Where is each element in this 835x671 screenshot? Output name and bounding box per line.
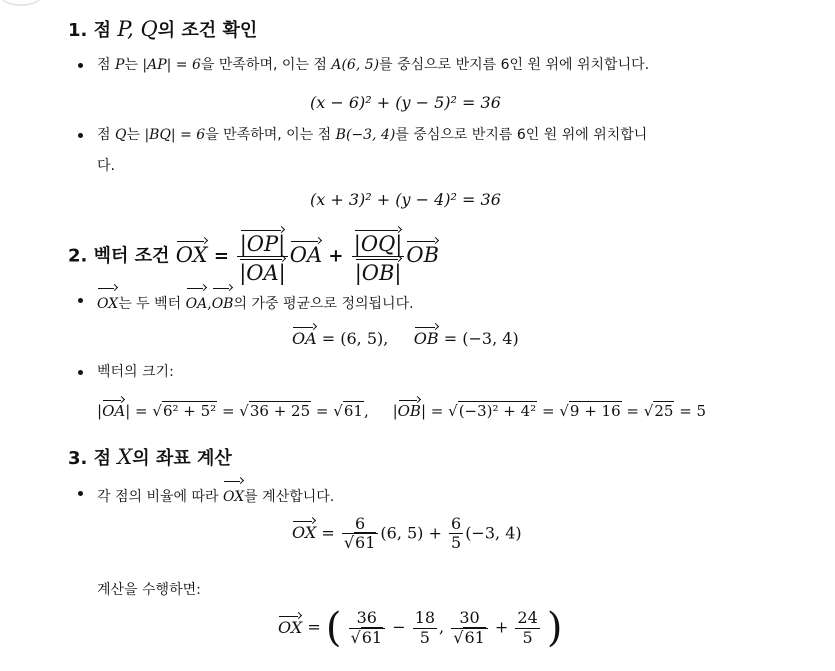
circle-equation-a: (x − 6)² + (y − 5)² = 36 [310, 93, 501, 112]
fraction-24-5: $\frac{24}{5}$ [517, 608, 538, 647]
fraction-op-oa: $\frac{|OP|}{|OA|}$ [237, 228, 288, 285]
section-1-heading: 1. 점 P, Q의 조건 확인 [68, 17, 258, 41]
fraction-oq-ob: $\frac{|OQ|}{|OB|}$ [352, 228, 405, 285]
section-2-heading: 2. 벡터 조건 OX = $\frac{|OP|}{|OA|}$ OA + $\frac{|OQ|}{|OB|}$ OB [68, 228, 439, 285]
fraction-6-sqrt61: $\frac{6}{√61}$ [342, 515, 379, 553]
vector-components: OA = (6, 5), OB = (−3, 4) [292, 325, 519, 348]
section-3-heading: 3. 점 X의 좌표 계산 [68, 445, 232, 469]
circle-equation-b: (x + 3)² + (y − 4)² = 36 [310, 190, 501, 209]
corner-decoration [0, 0, 42, 6]
vec-oa: OA [290, 239, 322, 267]
fraction-6-5: $\frac{6}{5}$ [451, 514, 462, 553]
fraction-18-5: $\frac{18}{5}$ [414, 608, 436, 647]
ox-formula: OX = $\frac{6}{√61}$ (6, 5) + $\frac{6}{5}$ (−3, 4) [292, 514, 522, 553]
vec-ox: OX [176, 239, 208, 267]
computation-note: 계산을 수행하면: [97, 582, 201, 598]
vec-ob: OB [406, 239, 439, 267]
section-1-bullet-2-wrap: 다. [97, 158, 115, 174]
fraction-30-sqrt61: $\frac{30}{√61}$ [451, 609, 488, 647]
fraction-36-sqrt61: $\frac{36}{√61}$ [349, 609, 386, 647]
ox-result: OX = ( $\frac{36}{√61}$ − $\frac{18}{5}$ , $\frac{30}{√61}$ + $\frac{24}{5}$ ) [278, 605, 563, 651]
vector-magnitudes: |OA| = √6² + 5² = √36 + 25 = √61, |OB| = √(−3)² + 4² = √9 + 16 = √25 = 5 [97, 398, 706, 420]
